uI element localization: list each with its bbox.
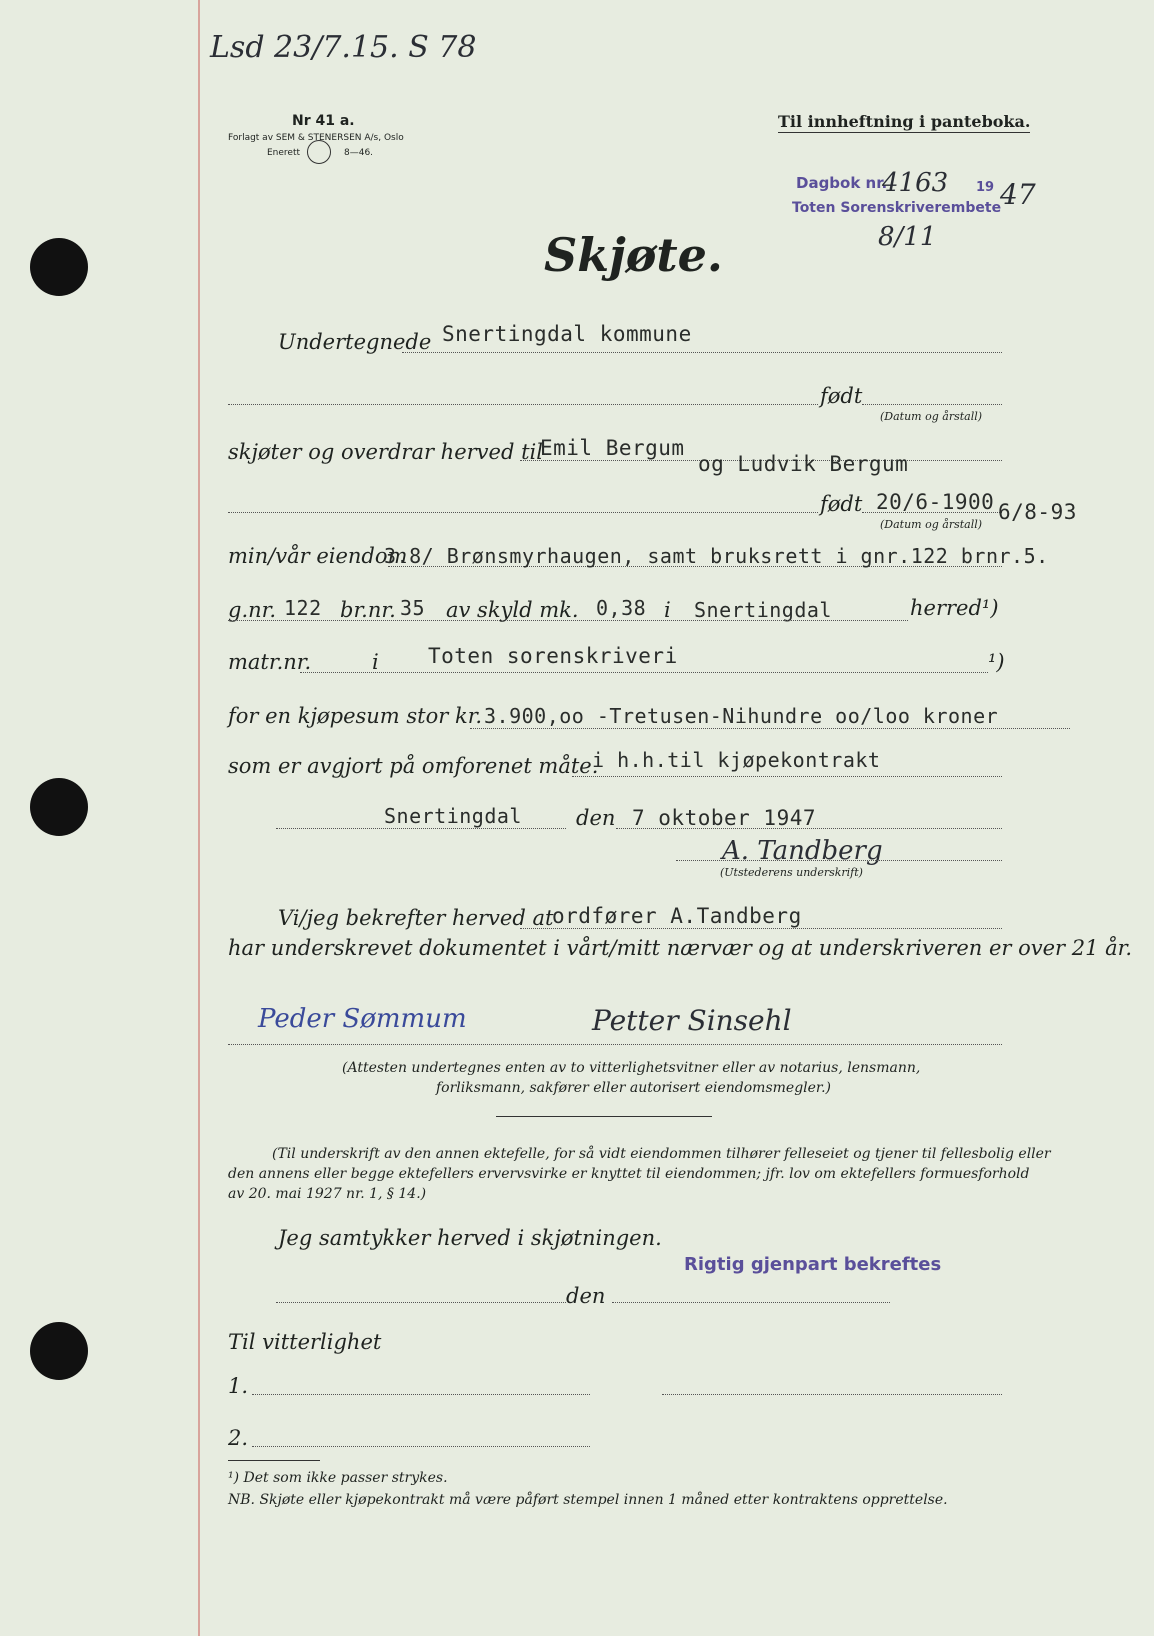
herred-value: Snertingdal xyxy=(694,598,832,622)
dotted-line xyxy=(276,1302,566,1303)
punch-hole xyxy=(30,238,88,296)
kjopesum-value: 3.900,oo -Tretusen-Nihundre oo/loo kroner xyxy=(484,704,999,728)
fodt-label: født xyxy=(820,384,863,408)
witness-signature-1: Peder Sømmum xyxy=(258,1004,467,1034)
witness-signature-2: Petter Sinsehl xyxy=(592,1004,792,1037)
document-title: Skjøte. xyxy=(544,228,723,282)
dotted-line xyxy=(252,1394,590,1395)
spouse-note-1: (Til underskrift av den annen ektefelle, for så vidt eiendommen tilhører felleseiet og tjener til fellesbolig eller xyxy=(272,1146,1051,1162)
dotted-line xyxy=(612,1302,890,1303)
avgjort-label: som er avgjort på omforenet måte. xyxy=(228,754,599,778)
datum-caption: (Datum og årstall) xyxy=(880,410,983,423)
consent-text: Jeg samtykker herved i skjøtningen. xyxy=(278,1226,662,1250)
issuer-signature: A. Tandberg xyxy=(722,836,883,866)
utsteder-caption: (Utstederens underskrift) xyxy=(720,866,863,879)
dotted-line xyxy=(520,928,1002,929)
margin-note: Lsd 23/7.15. S 78 xyxy=(210,30,477,65)
datum-caption-2: (Datum og årstall) xyxy=(880,518,983,531)
dagbok-office: Toten Sorenskriverembete xyxy=(792,200,1002,216)
witness-note-2: forliksmann, sakfører eller autorisert eiendomsmegler.) xyxy=(436,1080,831,1096)
place: Snertingdal xyxy=(384,804,522,828)
brnr-value: 35 xyxy=(400,596,426,620)
herred-label: herred¹) xyxy=(910,596,999,620)
kjopesum-label: for en kjøpesum stor kr. xyxy=(228,704,483,728)
matr-i-label: i xyxy=(372,650,379,674)
dotted-line xyxy=(662,1394,1002,1395)
punch-hole xyxy=(30,1322,88,1380)
witness-line2: har underskrevet dokumentet i vårt/mitt nærvær og at underskriveren er over 21 år. xyxy=(228,936,1133,960)
dotted-line xyxy=(470,728,1070,729)
matr-value: Toten sorenskriveri xyxy=(428,644,678,668)
gnr-value: 122 xyxy=(284,596,322,620)
matr-label: matr.nr. xyxy=(228,650,312,674)
witness-line1-label: Vi/jeg bekrefter herved at xyxy=(278,906,554,930)
margin-line xyxy=(198,0,200,1636)
skyld-label: av skyld mk. xyxy=(446,598,579,622)
publisher-date: 8—46. xyxy=(344,148,374,158)
dotted-line xyxy=(276,828,566,829)
witness-note: (Attesten undertegnes enten av to vitterlighetsvitner eller av notarius, lensmann, xyxy=(342,1060,921,1076)
gnr-i-label: i xyxy=(664,598,671,622)
footnote-1: ¹) Det som ikke passer strykes. xyxy=(228,1470,448,1486)
witness-line1-value: ordfører A.Tandberg xyxy=(552,904,802,928)
dotted-line xyxy=(572,776,1002,777)
dagbok-date: 8/11 xyxy=(878,222,937,252)
form-number: Nr 41 a. xyxy=(292,113,355,129)
dotted-line xyxy=(228,404,818,405)
til-vitterlighet: Til vitterlighet xyxy=(228,1330,382,1354)
publisher-seal-icon xyxy=(307,140,331,164)
fodt2-label: født xyxy=(820,492,863,516)
dotted-line xyxy=(616,828,1002,829)
den-label: den xyxy=(576,806,616,830)
gnr-label: g.nr. xyxy=(228,598,277,622)
skyld-value: 0,38 xyxy=(596,596,647,620)
consent-den-label: den xyxy=(566,1284,606,1308)
skjoter-label: skjøter og overdrar herved til xyxy=(228,440,543,464)
undertegnede-value: Snertingdal kommune xyxy=(442,322,692,346)
eiendom-label: min/vår eiendom xyxy=(228,544,408,568)
dotted-line xyxy=(300,672,988,673)
matr-end: ¹) xyxy=(988,650,1005,674)
dotted-line xyxy=(228,512,818,513)
spouse-note-2: den annens eller begge ektefellers ervervsvirke er knyttet til eiendommen; jfr. lov om ektefellers formuesforhold xyxy=(228,1166,1030,1182)
witness-1-label: 1. xyxy=(228,1374,249,1398)
footnote-2: NB. Skjøte eller kjøpekontrakt må være påført stempel innen 1 måned etter kontraktens opprettelse. xyxy=(228,1492,948,1508)
buyer-1: Emil Bergum xyxy=(540,436,685,460)
buyer-2: og Ludvik Bergum xyxy=(698,452,909,476)
publisher-line: Forlagt av SEM & STENERSEN A/s, Oslo xyxy=(228,133,404,143)
header-right: Til innheftning i panteboka. xyxy=(778,112,1031,131)
spouse-note-3: av 20. mai 1927 nr. 1, § 14.) xyxy=(228,1186,427,1202)
dotted-line xyxy=(252,1446,590,1447)
footnote-divider xyxy=(228,1460,320,1461)
fodt2-value: 20/6-1900 xyxy=(876,490,995,514)
issue-date: 7 oktober 1947 xyxy=(632,806,817,830)
dotted-line xyxy=(402,352,1002,353)
dotted-line xyxy=(228,1044,1002,1045)
dagbok-year: 47 xyxy=(1000,178,1036,211)
dotted-line xyxy=(676,860,1002,861)
divider xyxy=(496,1116,712,1117)
fodt2-extra: 6/8-93 xyxy=(998,500,1077,524)
dotted-line xyxy=(862,404,1002,405)
publisher-enerett: Enerett xyxy=(267,148,301,158)
witness-2-label: 2. xyxy=(228,1426,249,1450)
avgjort-value: i h.h.til kjøpekontrakt xyxy=(592,748,881,772)
riktig-stamp: Rigtig gjenpart bekreftes xyxy=(684,1254,942,1275)
brnr-label: br.nr. xyxy=(340,598,396,622)
dagbok-number: 4163 xyxy=(882,168,949,198)
dagbok-year-prefix: 19 xyxy=(976,180,995,195)
punch-hole xyxy=(30,778,88,836)
dotted-line xyxy=(228,620,908,621)
eiendom-value: 3.8/ Brønsmyrhaugen, samt bruksrett i gnr.122 brnr.5. xyxy=(384,544,1049,568)
undertegnede-label: Undertegnede xyxy=(278,330,432,354)
dagbok-stamp-label: Dagbok nr. xyxy=(796,174,888,192)
